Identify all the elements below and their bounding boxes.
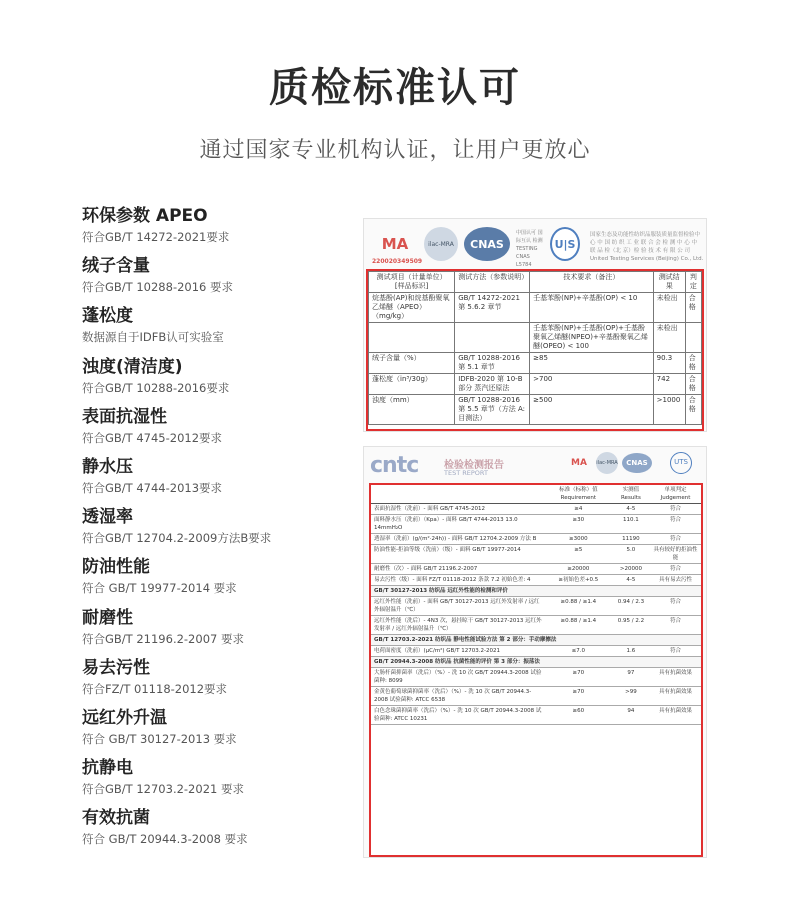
table-row	[371, 534, 701, 545]
column-header: 测试结果	[653, 272, 685, 293]
section-title: GB/T 30127-2013 纺织品 远红外性能的检测和评价	[371, 586, 701, 597]
section-row	[371, 586, 701, 597]
report-label: 检验检测报告	[444, 460, 504, 471]
spec-desc: 符合GB/T 12703.2-2021 要求	[82, 782, 244, 797]
table-cell: ≥3000	[545, 534, 612, 545]
spec-name: 表面抗湿性	[82, 406, 167, 427]
section-row	[371, 635, 701, 646]
table-cell: 远红外性能（洗前）- 面料 GB/T 30127-2013 远红外发射率 / 远红外辐射温升（℃）	[371, 597, 545, 616]
table-cell	[685, 323, 701, 353]
spec-desc: 数据源自于IDFB认可实验室	[82, 330, 224, 345]
table-cell: 0.94 / 2.3	[612, 597, 650, 616]
table-cell: 浊度（mm）	[369, 395, 455, 425]
table-cell: ≤7.0	[545, 646, 612, 657]
spec-name: 防油性能	[82, 557, 150, 578]
table-cell: 烷基酚(AP)和烷基酚聚氧乙烯醚（APEO）（mg/kg）	[369, 293, 455, 323]
table-row	[371, 515, 701, 534]
spec-name: 远红外升温	[82, 707, 167, 728]
spec-desc: 符合GB/T 21196.2-2007 要求	[82, 631, 244, 646]
table-row	[369, 293, 702, 323]
uts-logo: U|S	[550, 227, 580, 261]
table-cell: 符合	[650, 515, 701, 534]
spec-item	[82, 607, 342, 657]
spec-name: 耐磨性	[82, 607, 133, 628]
table-cell: 符合	[650, 534, 701, 545]
table-cell: IDFB-2020 第 10-B 部分 蒸汽还原法	[455, 374, 530, 395]
column-header: 标准（标称）值 Requirement	[545, 485, 612, 504]
table-cell: 742	[653, 374, 685, 395]
spec-item	[82, 556, 342, 606]
table-cell: 未检出	[653, 323, 685, 353]
section-row	[371, 657, 701, 668]
table-cell: 具有较好的拒油性能	[650, 545, 701, 564]
table-cell: 110.1	[612, 515, 650, 534]
table-cell: 壬基苯酚(NP)+壬基酚(OP)+壬基酚聚氧乙烯醚(NPEO)+辛基酚聚氧乙烯醚(OPEO) < 100	[530, 323, 654, 353]
section-title: GB/T 20944.3-2008 纺织品 抗菌性能的评价 第 3 部分：振荡法	[371, 657, 701, 668]
table-row	[369, 395, 702, 425]
spec-desc: 符合FZ/T 01118-2012要求	[82, 681, 228, 696]
spec-name: 透湿率	[82, 507, 133, 528]
table-cell: ≥20000	[545, 564, 612, 575]
table-cell: 符合	[650, 616, 701, 635]
spec-name: 有效抗菌	[82, 808, 150, 829]
table-cell	[455, 323, 530, 353]
spec-desc: 符合GB/T 4745-2012要求	[82, 430, 223, 445]
table-cell: 合格	[685, 293, 701, 323]
spec-item	[82, 707, 342, 757]
table-cell: 绒子含量（%）	[369, 353, 455, 374]
test-report-1	[363, 218, 707, 432]
spec-desc: 符合 GB/T 19977-2014 要求	[82, 581, 237, 596]
table-row	[371, 504, 701, 515]
page-title: 质检标准认可	[269, 65, 521, 111]
table-cell: 表面抗湿性（洗前）- 面料 GB/T 4745-2012	[371, 504, 545, 515]
table-row	[371, 575, 701, 586]
report-table-frame	[366, 269, 704, 431]
spec-desc: 符合GB/T 12704.2-2009方法B要求	[82, 531, 272, 546]
table-cell: ≥30	[545, 515, 612, 534]
spec-name: 绒子含量	[82, 256, 150, 277]
table-cell: 未检出	[653, 293, 685, 323]
spec-name: 抗静电	[82, 758, 133, 779]
spec-list	[82, 205, 342, 857]
spec-name: 浊度(清洁度)	[82, 356, 183, 377]
table-cell: 合格	[685, 395, 701, 425]
table-cell: 合格	[685, 353, 701, 374]
spec-item	[82, 255, 342, 305]
ma-logo: MA 220020349509	[372, 235, 423, 265]
table-row	[371, 706, 701, 725]
table-cell: 面料静水压（洗前）（Kpa）- 面料 GB/T 4744-2013 13.0 14mmH₂O	[371, 515, 545, 534]
column-header: 判定	[685, 272, 701, 293]
table-cell: 5.0	[612, 545, 650, 564]
table-cell: 4-5	[612, 504, 650, 515]
spec-name: 环保参数 APEO	[82, 206, 208, 226]
table-header-row	[369, 272, 702, 293]
column-header: 实测值 Results	[612, 485, 650, 504]
table-cell: 94	[612, 706, 650, 725]
table-row	[371, 668, 701, 687]
spec-item	[82, 205, 342, 255]
test-report-2	[363, 446, 707, 858]
page-subtitle: 通过国家专业机构认证，让用户更放心	[199, 138, 591, 163]
testing-org: 国家生态及功能性纺织品服装质量监督检验中心 中 国 纺 织 工 业 联 合 会 检 测 中 心 中 联 品 检（北 京）检 验 技 术 有 限 公 司 United Testing Services (Beijing) Co., Ltd.	[590, 232, 704, 262]
table-cell: 具有抗菌效果	[650, 687, 701, 706]
table-cell	[369, 323, 455, 353]
table-cell: 远红外性能（洗后）- 4N3 次，悬挂晾干 GB/T 30127-2013 远红外发射率 / 远红外辐射温升（℃）	[371, 616, 545, 635]
table-cell: 具有易去污性	[650, 575, 701, 586]
table-cell: 符合	[650, 597, 701, 616]
table-row	[371, 646, 701, 657]
spec-name: 静水压	[82, 456, 133, 477]
table-cell: 符合	[650, 564, 701, 575]
spec-item	[82, 657, 342, 707]
table-header-row	[371, 485, 701, 504]
table-cell: ≥0.88 / ≥1.4	[545, 597, 612, 616]
table-cell: 0.95 / 2.2	[612, 616, 650, 635]
table-cell: >1000	[653, 395, 685, 425]
column-header: 单项判定 Judgement	[650, 485, 701, 504]
spec-desc: 符合GB/T 10288-2016 要求	[82, 280, 234, 295]
spec-desc: 符合GB/T 10288-2016要求	[82, 380, 230, 395]
table-cell: 大肠杆菌抑菌率（洗后）（%）- 洗 10 次 GB/T 20944.3-2008 试验菌种: 8099	[371, 668, 545, 687]
cnas-text: 中国认可 国际互认 检测 TESTING CNAS L5784	[516, 230, 543, 268]
spec-desc: 符合GB/T 14272-2021要求	[82, 230, 230, 244]
spec-item	[82, 356, 342, 406]
column-header: 测试项目（计量单位）[样品标识]	[369, 272, 455, 293]
table-cell: 1.6	[612, 646, 650, 657]
column-header: 技术要求（备注）	[530, 272, 654, 293]
report-header	[364, 219, 706, 269]
table-cell: 耐磨性（次）- 面料 GB/T 21196.2-2007	[371, 564, 545, 575]
spec-item	[82, 456, 342, 506]
table-cell: GB/T 10288-2016 第 5.5 章节（方法 A:目测法）	[455, 395, 530, 425]
ilac-logo: ilac-MRA	[596, 452, 618, 474]
table-cell: ≥5	[545, 545, 612, 564]
table-cell: ≥初始色差+0.5	[545, 575, 612, 586]
spec-desc: 符合 GB/T 30127-2013 要求	[82, 731, 237, 746]
table-cell: 90.3	[653, 353, 685, 374]
table-cell: 壬基苯酚(NP)+辛基酚(OP) < 10	[530, 293, 654, 323]
ilac-logo: ilac-MRA	[424, 227, 458, 261]
cnas-logo: CNAS	[464, 227, 510, 261]
table-cell: ≥500	[530, 395, 654, 425]
spec-item	[82, 506, 342, 556]
uts-logo: UTS	[670, 452, 692, 474]
table-cell: 透湿率（洗前）(g/(m²·24h)) - 面料 GB/T 12704.2-2009 方法 B	[371, 534, 545, 545]
table-cell: GB/T 14272-2021 第 5.6.2 章节	[455, 293, 530, 323]
table-cell: ≥4	[545, 504, 612, 515]
table-cell: GB/T 10288-2016 第 5.1 章节	[455, 353, 530, 374]
report-table	[371, 485, 701, 725]
table-cell: 防油性能-拒油等级（洗前）（级）- 面料 GB/T 19977-2014	[371, 545, 545, 564]
spec-item	[82, 406, 342, 456]
table-row	[371, 687, 701, 706]
table-cell: >20000	[612, 564, 650, 575]
table-cell: ≥85	[530, 353, 654, 374]
table-cell: 白色念珠菌抑菌率（洗后）（%）- 洗 10 次 GB/T 20944.3-2008 试验菌种: ATCC 10231	[371, 706, 545, 725]
table-cell: ≥60	[545, 706, 612, 725]
table-cell: >99	[612, 687, 650, 706]
column-header: 测试方法（参数说明）	[455, 272, 530, 293]
table-row	[369, 374, 702, 395]
spec-name: 易去污性	[82, 657, 150, 678]
table-cell: 蓬松度（in³/30g）	[369, 374, 455, 395]
cnas-logo: CNAS	[622, 453, 652, 473]
table-cell: 符合	[650, 646, 701, 657]
table-cell: 电荷面密度（洗前）(μC/m²) GB/T 12703.2-2021	[371, 646, 545, 657]
table-row	[371, 597, 701, 616]
table-cell: >700	[530, 374, 654, 395]
spec-name: 蓬松度	[82, 306, 133, 327]
table-row	[371, 564, 701, 575]
column-header	[371, 485, 545, 504]
table-row	[369, 353, 702, 374]
spec-desc: 符合 GB/T 20944.3-2008 要求	[82, 832, 248, 847]
table-cell: ≥70	[545, 687, 612, 706]
spec-item	[82, 305, 342, 355]
spec-desc: 符合GB/T 4744-2013要求	[82, 480, 223, 495]
report-table-frame	[369, 483, 703, 857]
table-cell: 合格	[685, 374, 701, 395]
table-cell: 易去污性（级）- 面料 FZ/T 01118-2012 条款 7.2 初始色差: 4	[371, 575, 545, 586]
table-row	[369, 323, 702, 353]
spec-item	[82, 807, 342, 857]
table-cell: 具有抗菌效果	[650, 668, 701, 687]
report-table	[368, 271, 702, 425]
table-cell: 具有抗菌效果	[650, 706, 701, 725]
section-title: GB/T 12703.2-2021 纺织品 静电性能试验方法 第 2 部分：手动摩擦法	[371, 635, 701, 646]
report-label-en: TEST REPORT	[444, 469, 488, 477]
table-row	[371, 545, 701, 564]
spec-item	[82, 757, 342, 807]
table-cell: 符合	[650, 504, 701, 515]
table-row	[371, 616, 701, 635]
cntc-logo: cntc	[370, 453, 419, 478]
ma-logo: MA	[571, 458, 587, 468]
table-cell: 4-5	[612, 575, 650, 586]
table-cell: 金黄色葡萄球菌抑菌率（洗后）（%）- 洗 10 次 GB/T 20944.3-2008 试验菌种: ATCC 6538	[371, 687, 545, 706]
table-cell: ≥0.88 / ≥1.4	[545, 616, 612, 635]
table-cell: ≥70	[545, 668, 612, 687]
table-cell: 97	[612, 668, 650, 687]
table-cell: 11190	[612, 534, 650, 545]
